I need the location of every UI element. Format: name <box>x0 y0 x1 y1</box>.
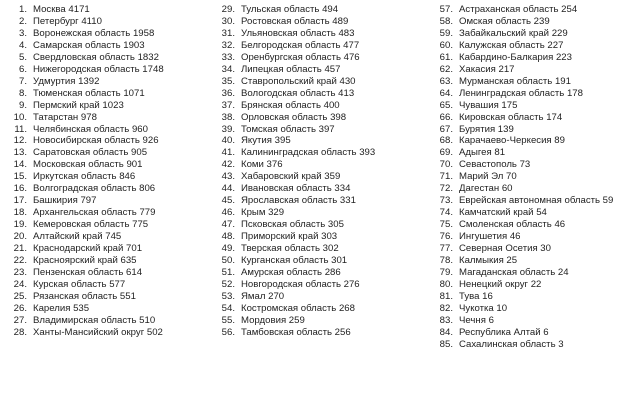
item-number: 68. <box>439 135 453 147</box>
item-label: Курганская область 301 <box>241 255 348 267</box>
list-item <box>218 52 438 64</box>
list-item <box>218 315 438 327</box>
ranking-column-3 <box>436 4 640 351</box>
item-number: 31. <box>221 27 235 39</box>
list-item <box>436 112 640 124</box>
item-number: 24. <box>13 278 27 290</box>
list-item <box>218 159 438 171</box>
item-number: 13. <box>13 147 27 159</box>
list-item <box>436 279 640 291</box>
item-number: 50. <box>221 255 235 267</box>
item-number: 40. <box>221 135 235 147</box>
item-label: Свердловская область 1832 <box>33 51 159 63</box>
item-label: Пермский край 1023 <box>33 99 124 111</box>
item-number: 73. <box>439 195 453 207</box>
item-label: Калмыкия 25 <box>459 255 518 267</box>
item-number: 41. <box>221 147 235 159</box>
item-label: Карачаево-Черкесия 89 <box>459 135 565 147</box>
item-number: 83. <box>439 314 453 326</box>
item-number: 82. <box>439 302 453 314</box>
item-label: Нижегородская область 1748 <box>33 63 164 75</box>
list-item <box>436 64 640 76</box>
item-label: Орловская область 398 <box>241 111 347 123</box>
list-item <box>10 88 220 100</box>
list-item <box>218 112 438 124</box>
list-item <box>218 291 438 303</box>
item-label: Костромская область 268 <box>241 302 355 314</box>
ranking-column-2 <box>218 4 438 339</box>
item-number: 49. <box>221 243 235 255</box>
list-item <box>436 267 640 279</box>
item-label: Тамбовская область 256 <box>241 326 351 338</box>
item-label: Крым 329 <box>241 207 285 219</box>
list-item <box>10 124 220 136</box>
item-label: Челябинская область 960 <box>33 123 148 135</box>
list-item <box>10 303 220 315</box>
item-label: Ленинградская область 178 <box>459 87 583 99</box>
list-item <box>218 28 438 40</box>
item-label: Республика Алтай 6 <box>459 326 549 338</box>
item-number: 5. <box>18 51 27 63</box>
item-label: Кировская область 174 <box>459 111 563 123</box>
item-number: 43. <box>221 171 235 183</box>
item-number: 79. <box>439 266 453 278</box>
item-number: 23. <box>13 266 27 278</box>
item-label: Татарстан 978 <box>33 111 97 123</box>
item-label: Приморский край 303 <box>241 231 338 243</box>
list-item <box>436 207 640 219</box>
list-item <box>436 231 640 243</box>
item-label: Удмуртия 1392 <box>33 75 100 87</box>
item-number: 58. <box>439 15 453 27</box>
list-item <box>10 207 220 219</box>
list-item <box>436 147 640 159</box>
item-label: Новгородская область 276 <box>241 278 360 290</box>
item-label: Мордовия 259 <box>241 314 305 326</box>
item-label: Архангельская область 779 <box>33 207 156 219</box>
list-item <box>218 100 438 112</box>
item-number: 35. <box>221 75 235 87</box>
item-label: Липецкая область 457 <box>241 63 341 75</box>
list-item <box>436 4 640 16</box>
list-item <box>436 219 640 231</box>
item-number: 26. <box>13 302 27 314</box>
item-label: Сахалинская область 3 <box>459 338 564 350</box>
item-label: Севастополь 73 <box>459 159 531 171</box>
item-label: Дагестан 60 <box>459 183 513 195</box>
item-label: Курская область 577 <box>33 278 126 290</box>
item-number: 42. <box>221 159 235 171</box>
list-item <box>436 28 640 40</box>
item-number: 37. <box>221 99 235 111</box>
list-item <box>218 279 438 291</box>
item-label: Ингушетия 46 <box>459 231 521 243</box>
item-label: Вологодская область 413 <box>241 87 355 99</box>
item-label: Чечня 6 <box>459 314 494 326</box>
item-number: 27. <box>13 314 27 326</box>
list-item <box>10 183 220 195</box>
list-item <box>436 171 640 183</box>
list-item <box>218 195 438 207</box>
item-label: Адыгея 81 <box>459 147 506 159</box>
item-label: Пензенская область 614 <box>33 266 143 278</box>
item-number: 30. <box>221 15 235 27</box>
list-item <box>218 243 438 255</box>
ranking-column-1 <box>10 4 220 339</box>
list-item <box>10 135 220 147</box>
list-item <box>10 255 220 267</box>
list-item <box>218 267 438 279</box>
item-number: 21. <box>13 243 27 255</box>
item-label: Карелия 535 <box>33 302 90 314</box>
item-number: 45. <box>221 195 235 207</box>
list-item <box>218 76 438 88</box>
item-label: Еврейская автономная область 59 <box>459 195 614 207</box>
list-item <box>10 52 220 64</box>
item-number: 8. <box>18 87 27 99</box>
item-number: 32. <box>221 39 235 51</box>
item-label: Кемеровская область 775 <box>33 219 149 231</box>
list-item <box>10 28 220 40</box>
item-label: Псковская область 305 <box>241 219 344 231</box>
item-number: 53. <box>221 290 235 302</box>
item-number: 18. <box>13 207 27 219</box>
item-number: 75. <box>439 219 453 231</box>
list-item <box>10 40 220 52</box>
item-number: 36. <box>221 87 235 99</box>
list-item <box>436 159 640 171</box>
item-label: Москва 4171 <box>33 4 90 15</box>
item-label: Ростовская область 489 <box>241 15 349 27</box>
list-item <box>10 195 220 207</box>
list-item <box>10 159 220 171</box>
item-number: 28. <box>13 326 27 338</box>
item-number: 59. <box>439 27 453 39</box>
item-number: 2. <box>18 15 27 27</box>
item-label: Ульяновская область 483 <box>241 27 355 39</box>
item-label: Хабаровский край 359 <box>241 171 341 183</box>
item-number: 69. <box>439 147 453 159</box>
item-number: 46. <box>221 207 235 219</box>
list-item <box>436 100 640 112</box>
item-number: 14. <box>13 159 27 171</box>
list-item <box>10 327 220 339</box>
list-item <box>218 255 438 267</box>
item-number: 9. <box>18 99 27 111</box>
item-number: 66. <box>439 111 453 123</box>
list-item <box>436 40 640 52</box>
item-label: Северная Осетия 30 <box>459 243 551 255</box>
item-number: 85. <box>439 338 453 350</box>
item-number: 57. <box>439 4 453 15</box>
list-item <box>10 4 220 16</box>
item-number: 60. <box>439 39 453 51</box>
item-number: 63. <box>439 75 453 87</box>
list-item <box>218 40 438 52</box>
item-label: Башкирия 797 <box>33 195 97 207</box>
item-label: Магаданская область 24 <box>459 266 569 278</box>
item-label: Тюменская область 1071 <box>33 87 145 99</box>
list-item <box>218 207 438 219</box>
item-label: Омская область 239 <box>459 15 550 27</box>
list-item <box>436 339 640 351</box>
item-label: Амурская область 286 <box>241 266 341 278</box>
list-item <box>10 64 220 76</box>
item-number: 67. <box>439 123 453 135</box>
item-number: 38. <box>221 111 235 123</box>
list-item <box>436 291 640 303</box>
item-number: 44. <box>221 183 235 195</box>
item-label: Краснодарский край 701 <box>33 243 143 255</box>
list-item <box>10 243 220 255</box>
item-label: Самарская область 1903 <box>33 39 145 51</box>
item-number: 70. <box>439 159 453 171</box>
list-item <box>218 183 438 195</box>
item-label: Ярославская область 331 <box>241 195 356 207</box>
item-number: 6. <box>18 63 27 75</box>
item-label: Белгородская область 477 <box>241 39 360 51</box>
item-label: Московская область 901 <box>33 159 143 171</box>
item-number: 12. <box>13 135 27 147</box>
item-label: Ямал 270 <box>241 290 285 302</box>
item-label: Тульская область 494 <box>241 4 339 15</box>
item-number: 76. <box>439 231 453 243</box>
list-item <box>218 135 438 147</box>
list-item <box>10 112 220 124</box>
item-label: Камчатский край 54 <box>459 207 547 219</box>
item-number: 17. <box>13 195 27 207</box>
item-number: 56. <box>221 326 235 338</box>
list-item <box>436 243 640 255</box>
list-item <box>10 76 220 88</box>
item-label: Мурманская область 191 <box>459 75 571 87</box>
item-label: Воронежская область 1958 <box>33 27 155 39</box>
list-item <box>10 267 220 279</box>
list-item <box>218 171 438 183</box>
item-label: Тува 16 <box>459 290 493 302</box>
item-number: 29. <box>221 4 235 15</box>
item-label: Томская область 397 <box>241 123 335 135</box>
item-number: 10. <box>13 111 27 123</box>
item-label: Калининградская область 393 <box>241 147 376 159</box>
item-label: Тверская область 302 <box>241 243 339 255</box>
list-item <box>436 303 640 315</box>
list-item <box>10 16 220 28</box>
item-label: Калужская область 227 <box>459 39 564 51</box>
list-item <box>436 76 640 88</box>
item-label: Ивановская область 334 <box>241 183 351 195</box>
item-number: 20. <box>13 231 27 243</box>
list-item <box>10 171 220 183</box>
list-item <box>436 52 640 64</box>
item-label: Алтайский край 745 <box>33 231 122 243</box>
item-number: 74. <box>439 207 453 219</box>
item-number: 84. <box>439 326 453 338</box>
item-label: Оренбургская область 476 <box>241 51 360 63</box>
list-item <box>436 327 640 339</box>
list-item <box>218 219 438 231</box>
item-number: 80. <box>439 278 453 290</box>
item-number: 34. <box>221 63 235 75</box>
item-number: 3. <box>18 27 27 39</box>
list-item <box>218 231 438 243</box>
item-label: Ненецкий округ 22 <box>459 278 542 290</box>
item-number: 48. <box>221 231 235 243</box>
item-number: 15. <box>13 171 27 183</box>
item-number: 81. <box>439 290 453 302</box>
item-label: Петербург 4110 <box>33 15 102 27</box>
item-number: 19. <box>13 219 27 231</box>
list-item <box>10 147 220 159</box>
item-number: 72. <box>439 183 453 195</box>
item-label: Забайкальский край 229 <box>459 27 568 39</box>
list-item <box>218 88 438 100</box>
item-label: Иркутская область 846 <box>33 171 136 183</box>
list-item <box>436 16 640 28</box>
list-item <box>10 100 220 112</box>
list-item <box>218 147 438 159</box>
item-label: Кабардино-Балкария 223 <box>459 51 572 63</box>
item-label: Астраханская область 254 <box>459 4 578 15</box>
item-label: Брянская область 400 <box>241 99 340 111</box>
item-number: 54. <box>221 302 235 314</box>
item-label: Хакасия 217 <box>459 63 515 75</box>
item-label: Рязанская область 551 <box>33 290 136 302</box>
item-number: 11. <box>14 123 27 135</box>
item-number: 64. <box>439 87 453 99</box>
item-number: 25. <box>13 290 27 302</box>
list-item <box>10 279 220 291</box>
list-item <box>436 124 640 136</box>
list-item <box>10 315 220 327</box>
item-label: Коми 376 <box>241 159 283 171</box>
item-label: Новосибирская область 926 <box>33 135 159 147</box>
item-label: Ставропольский край 430 <box>241 75 356 87</box>
item-number: 4. <box>18 39 27 51</box>
list-item <box>218 16 438 28</box>
item-number: 47. <box>221 219 235 231</box>
list-item <box>436 255 640 267</box>
list-item <box>218 4 438 16</box>
item-label: Чукотка 10 <box>459 302 508 314</box>
item-label: Смоленская область 46 <box>459 219 566 231</box>
item-number: 22. <box>13 255 27 267</box>
list-item <box>436 135 640 147</box>
item-number: 52. <box>221 278 235 290</box>
item-label: Якутия 395 <box>241 135 291 147</box>
item-label: Волгоградская область 806 <box>33 183 156 195</box>
item-number: 62. <box>439 63 453 75</box>
item-label: Саратовская область 905 <box>33 147 148 159</box>
list-item <box>218 303 438 315</box>
list-item <box>436 88 640 100</box>
item-number: 61. <box>439 51 453 63</box>
list-item <box>10 291 220 303</box>
item-number: 1. <box>18 4 27 15</box>
item-number: 78. <box>439 255 453 267</box>
item-number: 33. <box>221 51 235 63</box>
item-number: 65. <box>439 99 453 111</box>
item-label: Марий Эл 70 <box>459 171 517 183</box>
list-item <box>10 219 220 231</box>
item-number: 55. <box>221 314 235 326</box>
item-label: Бурятия 139 <box>459 123 514 135</box>
item-number: 7. <box>18 75 27 87</box>
list-item <box>436 183 640 195</box>
item-number: 39. <box>221 123 235 135</box>
item-number: 16. <box>13 183 27 195</box>
list-item <box>10 231 220 243</box>
list-item <box>436 315 640 327</box>
list-item <box>218 327 438 339</box>
item-number: 77. <box>439 243 453 255</box>
list-item <box>218 124 438 136</box>
item-label: Владимирская область 510 <box>33 314 156 326</box>
item-number: 51. <box>221 266 235 278</box>
list-item <box>436 195 640 207</box>
item-label: Ханты-Мансийский округ 502 <box>33 326 163 338</box>
item-label: Красноярский край 635 <box>33 255 137 267</box>
list-item <box>218 64 438 76</box>
item-number: 71. <box>439 171 453 183</box>
item-label: Чувашия 175 <box>459 99 518 111</box>
